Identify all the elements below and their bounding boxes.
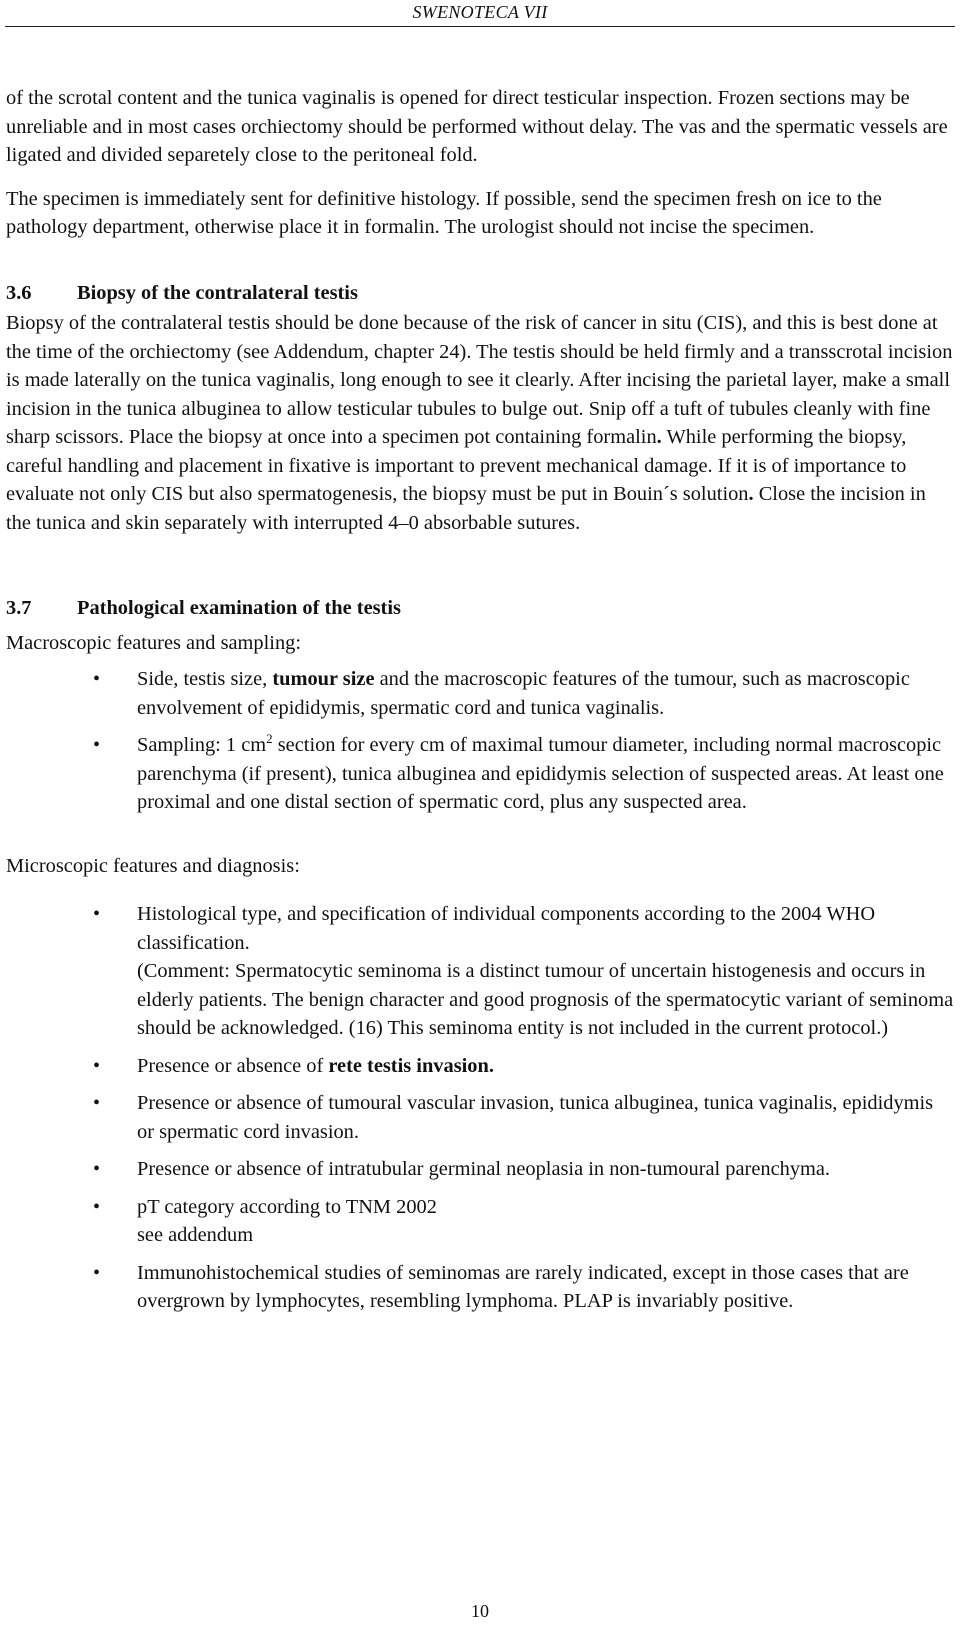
section-3-6-title: Biopsy of the contralateral testis — [77, 281, 358, 304]
biopsy-text-period-b: . — [748, 483, 754, 505]
macro-item-1-bold: tumour size — [272, 668, 375, 690]
section-3-6-body — [6, 309, 954, 537]
bullet-icon: • — [93, 1195, 101, 1218]
micro-item-1-text: Histological type, and specification of individual components according to the 2004 WHO classification. — [137, 903, 876, 954]
micro-item-4-text: Presence or absence of intratubular germinal neoplasia in non-tumoural parenchyma. — [137, 1158, 831, 1180]
micro-item-3-text: Presence or absence of tumoural vascular invasion, tunica albuginea, tunica vaginalis, epididymis or spermatic cord invasion. — [137, 1092, 934, 1143]
list-item — [6, 900, 954, 1043]
biopsy-text-part-b: While performing the biopsy, careful handling and placement in fixative is important to prevent mechanical damage. If it is of importance to evaluate not only CIS but also spermatogenesis, the biopsy must be put in Bouin´s solution — [6, 426, 907, 505]
micro-item-2-text: Presence or absence of — [137, 1054, 329, 1077]
list-item — [6, 1155, 954, 1184]
micro-item-2-bold: rete testis invasion. — [328, 1054, 494, 1077]
list-item — [6, 1259, 954, 1316]
intro-paragraph-1: of the scrotal content and the tunica vaginalis is opened for direct testicular inspection. Frozen sections may be unreliable and in most cases orchiectomy should be performed without delay. The vas and the spermatic vessels are ligated and divided separetely close to the peritoneal fold. — [6, 87, 948, 166]
macro-item-2-text-a: Sampling: 1 cm — [137, 734, 267, 756]
section-3-7-number: 3.7 — [6, 597, 32, 619]
biopsy-text-part-a: Biopsy of the contralateral testis should be done because of the risk of cancer in situ (CIS), and this is best done at the time of the orchiectomy (see Addendum, chapter 24). The testis should be held firmly and a transscrotal incision is made laterally on the tunica vaginalis, long enough to see it clearly. After incising the parietal layer, make a small incision in the tunica albuginea to allow testicular tubules to bulge out. Snip off a tuft of tubules cleanly with fine sharp scissors. Place the biopsy at once into a specimen pot containing formalin — [6, 312, 953, 448]
section-3-7-title: Pathological examination of the testis — [77, 597, 401, 619]
biopsy-text-period-a: . — [656, 426, 662, 448]
bullet-icon: • — [93, 1092, 101, 1114]
biopsy-text-part-c: Close the incision in the tunica and skin separately with interrupted 4–0 absorbable sutures. — [6, 483, 926, 534]
macro-item-1-text-b: and the macroscopic features of the tumour, such as macroscopic envolvement of epididymis, spermatic cord and tunica vaginalis. — [137, 668, 910, 719]
micro-item-5-note: see addendum — [137, 1224, 254, 1246]
bullet-icon: • — [93, 734, 101, 756]
section-3-7-heading — [6, 594, 954, 623]
list-item — [6, 731, 954, 817]
header-rule — [5, 26, 955, 27]
bullet-icon: • — [93, 1261, 101, 1284]
bullet-icon: • — [93, 1158, 101, 1180]
section-3-6-number: 3.6 — [6, 281, 32, 304]
microscopic-label: Microscopic features and diagnosis: — [6, 854, 300, 877]
list-item — [6, 1193, 954, 1250]
macro-item-2-superscript: 2 — [266, 731, 273, 746]
section-3-6-heading — [6, 279, 954, 308]
list-item — [6, 1089, 954, 1146]
micro-item-5-text: pT category according to TNM 2002 — [137, 1195, 437, 1218]
list-item — [6, 665, 954, 722]
micro-item-6-text: Immunohistochemical studies of seminomas are rarely indicated, except in those cases that are overgrown by lymphocytes, resembling lymphoma. PLAP is invariably positive. — [137, 1261, 909, 1312]
microscopic-list — [6, 900, 954, 1316]
macro-item-1-text-a: Side, testis size, — [137, 668, 273, 690]
bullet-icon: • — [93, 903, 101, 925]
macroscopic-list — [6, 665, 954, 817]
intro-paragraph-2: The specimen is immediately sent for definitive histology. If possible, send the specimen fresh on ice to the pathology department, otherwise place it in formalin. The urologist should not incise the specimen. — [6, 187, 882, 238]
page-content — [6, 84, 954, 1325]
bullet-icon: • — [93, 668, 101, 690]
macroscopic-label: Macroscopic features and sampling: — [6, 631, 301, 654]
list-item — [6, 1052, 954, 1081]
micro-item-1-comment: (Comment: Spermatocytic seminoma is a distinct tumour of uncertain histogenesis and occurs in elderly patients. The benign character and good prognosis of the spermatocytic variant of seminoma should be acknowledged. (16) This seminoma entity is not included in the current protocol.) — [137, 960, 954, 1039]
page-number: 10 — [471, 1601, 489, 1621]
running-header: SWENOTECA VII — [412, 2, 548, 22]
bullet-icon: • — [93, 1054, 101, 1077]
macro-item-2-text-b: section for every cm of maximal tumour diameter, including normal macroscopic parenchyma (if present), tunica albuginea and epididymis selection of suspected areas. At least one proximal and one distal section of spermatic cord, plus any suspected area. — [137, 734, 944, 813]
